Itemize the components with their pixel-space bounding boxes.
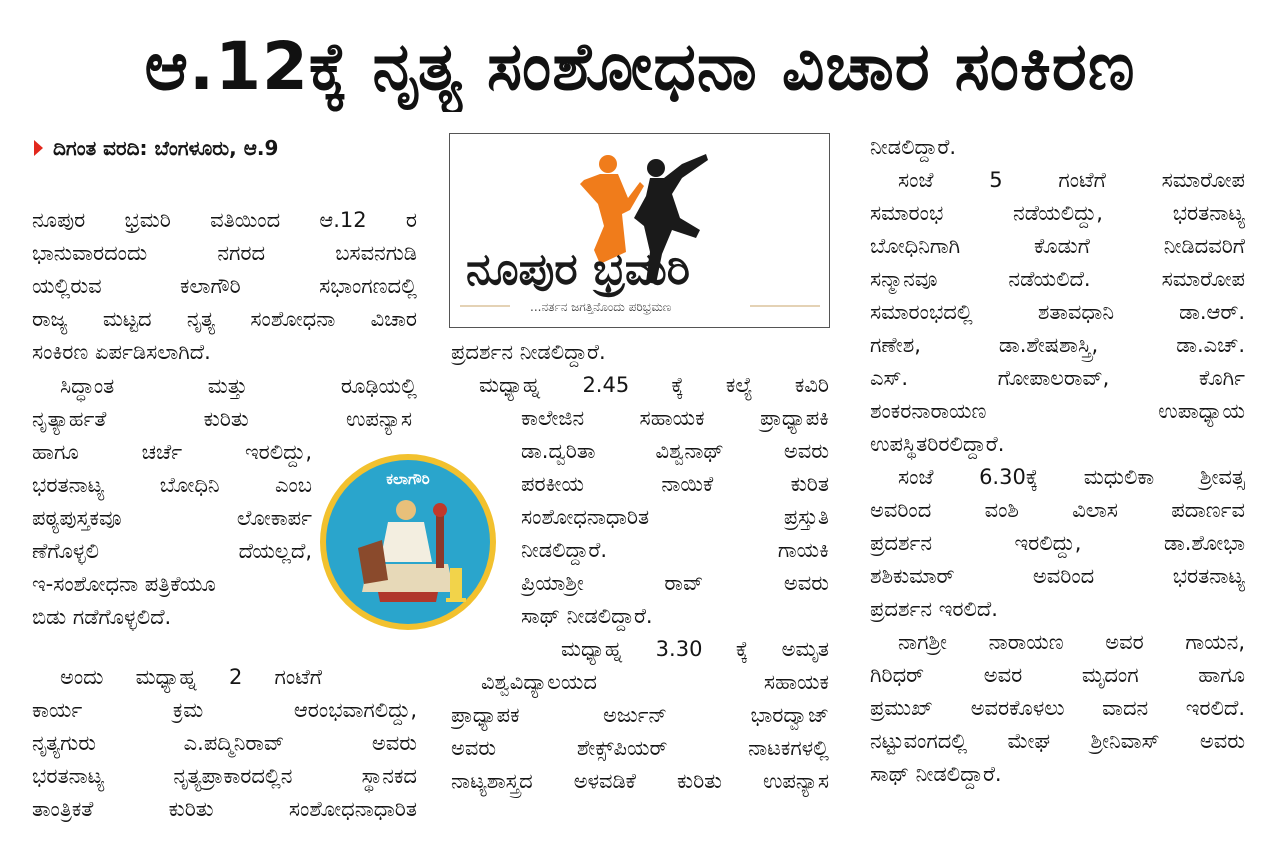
emblem-label: ಕಲಾಗೌರಿ: [386, 470, 430, 488]
nupura-bhramari-logo: [449, 133, 830, 328]
dateline-text: ದಿಗಂತ ವರದಿ: ಬೆಂಗಳೂರು, ಆ.9: [53, 136, 279, 160]
text-line: ಪಠ್ಯಪುಸ್ತಕವೂ ಲೋಕಾರ್ಪ: [32, 506, 312, 530]
text-line: ಪ್ರಿಯಾಶ್ರೀ ರಾವ್ ಅವರು: [521, 571, 829, 595]
text-line: ಬೋಧಿನಿಗಾಗಿ ಕೊಡುಗೆ ನೀಡಿದವರಿಗೆ: [870, 234, 1245, 258]
text-line: ಪ್ರದರ್ಶನ ನೀಡಲಿದ್ದಾರೆ.: [451, 340, 606, 364]
article-column-2: [451, 336, 829, 798]
text-line: ಮಧ್ಯಾಹ್ನ 2.45 ಕ್ಕೆ ಕಲ್ಯೆ ಕವಿರಿ: [479, 373, 829, 397]
text-line: ಸನ್ಮಾನವೂ ನಡೆಯಲಿದೆ. ಸಮಾರೋಪ: [870, 267, 1245, 291]
text-line: ಉಪಸ್ಥಿತರಿರಲಿದ್ದಾರೆ.: [870, 432, 1005, 456]
text-line: ವಿಶ್ವವಿದ್ಯಾಲಯದ ಸಹಾಯಕ: [481, 670, 829, 694]
text-line: ನೃತ್ಯಗುರು ಎ.ಪದ್ಮಿನಿರಾವ್ ಅವರು: [32, 731, 417, 755]
logo-name: ನೂಪುರ ಭ್ರಮರಿ: [466, 244, 691, 295]
article-column-1: [32, 204, 417, 369]
text-line: ಇ-ಸಂಶೋಧನಾ ಪತ್ರಿಕೆಯೂ: [32, 572, 216, 596]
article-column-1-lower: [32, 661, 417, 826]
text-line: ಪ್ರಾಧ್ಯಾಪಕ ಅರ್ಜುನ್ ಭಾರದ್ವಾಜ್: [451, 703, 829, 727]
dateline: [34, 134, 278, 162]
text-line: ಅಂದು ಮಧ್ಯಾಹ್ನ 2 ಗಂಟೆಗೆ: [60, 665, 322, 689]
text-line: ಸಾಥ್ ನೀಡಲಿದ್ದಾರೆ.: [870, 762, 1002, 786]
text-line: ಮಧ್ಯಾಹ್ನ 3.30 ಕ್ಕೆ ಅಮೃತ: [561, 637, 829, 661]
text-line: ಪ್ರದರ್ಶನ ಇರಲಿದೆ.: [870, 597, 998, 621]
text-line: ಸಂಶೋಧನಾಧಾರಿತ ಪ್ರಸ್ತುತಿ: [521, 505, 829, 529]
logo-tagline: ...ನರ್ತನ ಜಗತ್ತಿನೊಂದು ಪರಿಭ್ರಮಣ: [530, 300, 672, 314]
text-line: ಕಾರ್ಯ ಕ್ರಮ ಆರಂಭವಾಗಲಿದ್ದು,: [32, 698, 417, 722]
text-line: ಸಮಾರಂಭ ನಡೆಯಲಿದ್ದು, ಭರತನಾಟ್ಯ: [870, 201, 1245, 225]
text-line: ಯಲ್ಲಿರುವ ಕಲಾಗೌರಿ ಸಭಾಂಗಣದಲ್ಲಿ: [32, 274, 417, 298]
text-line: ಪ್ರಮುಖ್ ಅವರಕೊಳಲು ವಾದನ ಇರಲಿದೆ.: [870, 696, 1245, 720]
text-line: ನೀಡಲಿದ್ದಾರೆ. ಗಾಯಕಿ: [521, 538, 829, 562]
text-line: ತಾಂತ್ರಿಕತೆ ಕುರಿತು ಸಂಶೋಧನಾಧಾರಿತ: [32, 797, 417, 821]
text-line: ಪರಕೀಯ ನಾಯಿಕೆ ಕುರಿತ: [521, 472, 829, 496]
text-line: ಎಸ್. ಗೋಪಾಲರಾವ್, ಕೊರ್ಗಿ: [870, 366, 1245, 390]
text-line: ಪ್ರದರ್ಶನ ಇರಲಿದ್ದು, ಡಾ.ಶೋಭಾ: [870, 531, 1245, 555]
triangle-marker-icon: [34, 140, 43, 156]
text-line: ಗಣೇಶ, ಡಾ.ಶೇಷಶಾಸ್ತ್ರಿ, ಡಾ.ಎಚ್.: [870, 333, 1245, 357]
text-line: ಡಾ.ದ್ವರಿತಾ ವಿಶ್ವನಾಥ್ ಅವರು: [521, 439, 829, 463]
headline: ಆ.12ಕ್ಕೆ ನೃತ್ಯ ಸಂಶೋಧನಾ ವಿಚಾರ ಸಂಕಿರಣ: [144, 28, 1136, 105]
text-line: ಶಶಿಕುಮಾರ್ ಅವರಿಂದ ಭರತನಾಟ್ಯ: [870, 564, 1245, 588]
text-line: ಅವರು ಶೇಕ್ಸ್‌ಪಿಯರ್ ನಾಟಕಗಳಲ್ಲಿ: [451, 736, 829, 760]
article-column-3: [870, 131, 1245, 791]
text-line: ಭಾನುವಾರದಂದು ನಗರದ ಬಸವನಗುಡಿ: [32, 241, 417, 265]
text-line: ಸಂಜೆ 6.30ಕ್ಕೆ ಮಧುಲಿಕಾ ಶ್ರೀವತ್ಸ: [898, 465, 1245, 489]
text-line: ನಾಟ್ಯಶಾಸ್ತ್ರದ ಅಳವಡಿಕೆ ಕುರಿತು ಉಪನ್ಯಾಸ: [451, 769, 829, 793]
text-line: ಣೆಗೊಳ್ಳಲಿ ದೆಯಲ್ಲದೆ,: [32, 539, 312, 563]
text-line: ಭರತನಾಟ್ಯ ಬೋಧಿನಿ ಎಂಬ: [32, 473, 312, 497]
text-line: ಬಿಡು ಗಡೆಗೊಳ್ಳಲಿದೆ.: [32, 605, 172, 629]
dancers-logo-graphic: [450, 134, 828, 326]
text-line: ನಟ್ಟುವಂಗದಲ್ಲಿ ಮೇಘ ಶ್ರೀನಿವಾಸ್ ಅವರು: [870, 729, 1245, 753]
text-line: ಕಾಲೇಜಿನ ಸಹಾಯಕ ಪ್ರಾಧ್ಯಾಪಕಿ: [521, 406, 829, 430]
text-line: ಹಾಗೂ ಚರ್ಚೆ ಇರಲಿದ್ದು,: [32, 440, 312, 464]
text-line: ನೀಡಲಿದ್ದಾರೆ.: [870, 135, 956, 159]
text-line: ನೃತ್ಯಾರ್ಹತೆ ಕುರಿತು ಉಪನ್ಯಾಸ: [32, 407, 412, 431]
text-line: ಶಂಕರನಾರಾಯಣ ಉಪಾಧ್ಯಾಯ: [870, 399, 1245, 423]
text-line: ನೂಪುರ ಭ್ರಮರಿ ವತಿಯಿಂದ ಆ.12 ರ: [32, 208, 417, 232]
text-line: ಸಿದ್ಧಾಂತ ಮತ್ತು ರೂಢಿಯಲ್ಲಿ: [60, 374, 417, 398]
text-line: ಸಂಜೆ 5 ಗಂಟೆಗೆ ಸಮಾರೋಪ: [898, 168, 1245, 192]
text-line: ಭರತನಾಟ್ಯ ನೃತ್ಯಪ್ರಾಕಾರದಲ್ಲಿನ ಸ್ಥಾನಕದ: [32, 764, 417, 788]
text-line: ನಾಗಶ್ರೀ ನಾರಾಯಣ ಅವರ ಗಾಯನ,: [898, 630, 1245, 654]
text-line: ರಾಜ್ಯ ಮಟ್ಟದ ನೃತ್ಯ ಸಂಶೋಧನಾ ವಿಚಾರ: [32, 307, 417, 331]
text-line: ಸಾಥ್ ನೀಡಲಿದ್ದಾರೆ.: [521, 604, 653, 628]
text-line: ಸಮಾರಂಭದಲ್ಲಿ ಶತಾವಧಾನಿ ಡಾ.ಆರ್.: [870, 300, 1245, 324]
text-line: ಗಿರಿಧರ್ ಅವರ ಮೃದಂಗ ಹಾಗೂ: [870, 663, 1245, 687]
text-line: ಅವರಿಂದ ವಂಶಿ ವಿಲಾಸ ಪದಾರ್ಣವ: [870, 498, 1245, 522]
text-line: ಸಂಕಿರಣ ಏರ್ಪಡಿಸಲಾಗಿದೆ.: [32, 340, 211, 364]
